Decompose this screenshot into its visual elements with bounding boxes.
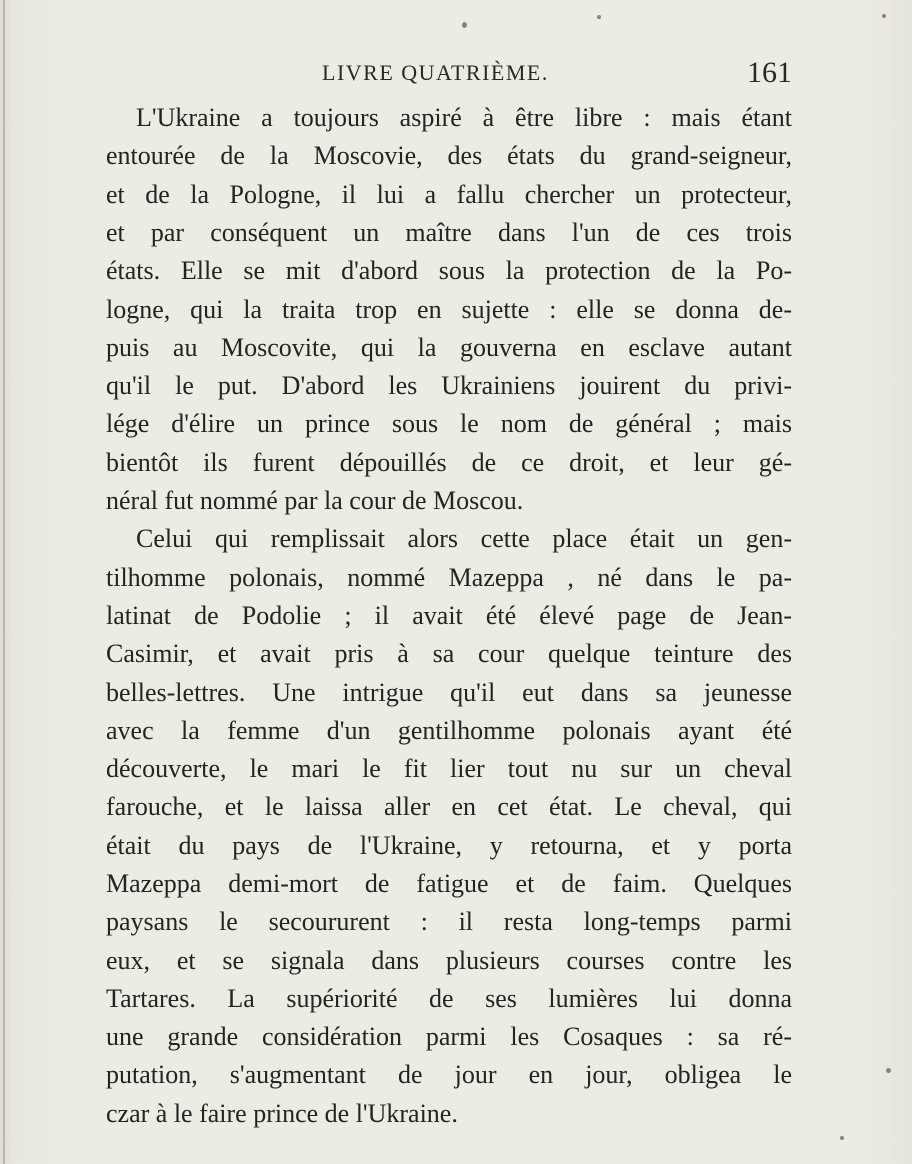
text-line: L'Ukraine a toujours aspiré à être libre : mais étant	[136, 103, 792, 132]
text-line: logne, qui la traita trop en sujette : elle se donna de-	[106, 295, 792, 324]
text-line: Mazeppa demi-mort de fatigue et de faim. Quelques	[106, 869, 792, 898]
text-line: bientôt ils furent dépouillés de ce droit, et leur gé-	[106, 448, 792, 477]
text-line: czar à le faire prince de l'Ukraine.	[106, 1099, 458, 1128]
text-line: états. Elle se mit d'abord sous la protection de la Po-	[106, 256, 792, 285]
text-line: eux, et se signala dans plusieurs courses contre les	[106, 946, 792, 975]
text-line: lége d'élire un prince sous le nom de général ; mais	[106, 409, 792, 438]
text-line: et par conséquent un maître dans l'un de ces trois	[106, 218, 792, 247]
text-line: belles-lettres. Une intrigue qu'il eut dans sa jeunesse	[106, 678, 792, 707]
running-head	[106, 56, 792, 96]
text-line: putation, s'augmentant de jour en jour, obligea le	[106, 1060, 792, 1089]
text-line: puis au Moscovite, qui la gouverna en esclave autant	[106, 333, 792, 362]
text-line: Tartares. La supériorité de ses lumières lui donna	[106, 984, 792, 1013]
text-line: qu'il le put. D'abord les Ukrainiens jouirent du privi-	[106, 371, 792, 400]
ink-speck	[886, 1068, 891, 1073]
text-line: entourée de la Moscovie, des états du grand-seigneur,	[106, 141, 792, 170]
text-line: une grande considération parmi les Cosaques : sa ré-	[106, 1022, 792, 1051]
text-line: et de la Pologne, il lui a fallu chercher un protecteur,	[106, 180, 792, 209]
text-line: tilhomme polonais, nommé Mazeppa , né dans le pa-	[106, 563, 792, 592]
text-line: latinat de Podolie ; il avait été élevé page de Jean-	[106, 601, 792, 630]
text-line: était du pays de l'Ukraine, y retourna, et y porta	[106, 831, 792, 860]
ink-speck	[597, 15, 601, 19]
text-line: néral fut nommé par la cour de Moscou.	[106, 486, 524, 515]
page-left-edge	[3, 0, 5, 1164]
text-line: paysans le secoururent : il resta long-temps parmi	[106, 907, 792, 936]
ink-speck	[462, 22, 467, 28]
ink-speck	[882, 14, 886, 18]
text-line: Casimir, et avait pris à sa cour quelque teinture des	[106, 639, 792, 668]
text-line: découverte, le mari le fit lier tout nu sur un cheval	[106, 754, 792, 783]
text-line: Celui qui remplissait alors cette place était un gen-	[136, 524, 792, 553]
page-number: 161	[747, 56, 792, 89]
text-line: avec la femme d'un gentilhomme polonais ayant été	[106, 716, 792, 745]
text-line: farouche, et le laissa aller en cet état. Le cheval, qui	[106, 792, 792, 821]
running-head-title: LIVRE QUATRIÈME.	[322, 60, 549, 85]
ink-speck	[840, 1136, 844, 1140]
